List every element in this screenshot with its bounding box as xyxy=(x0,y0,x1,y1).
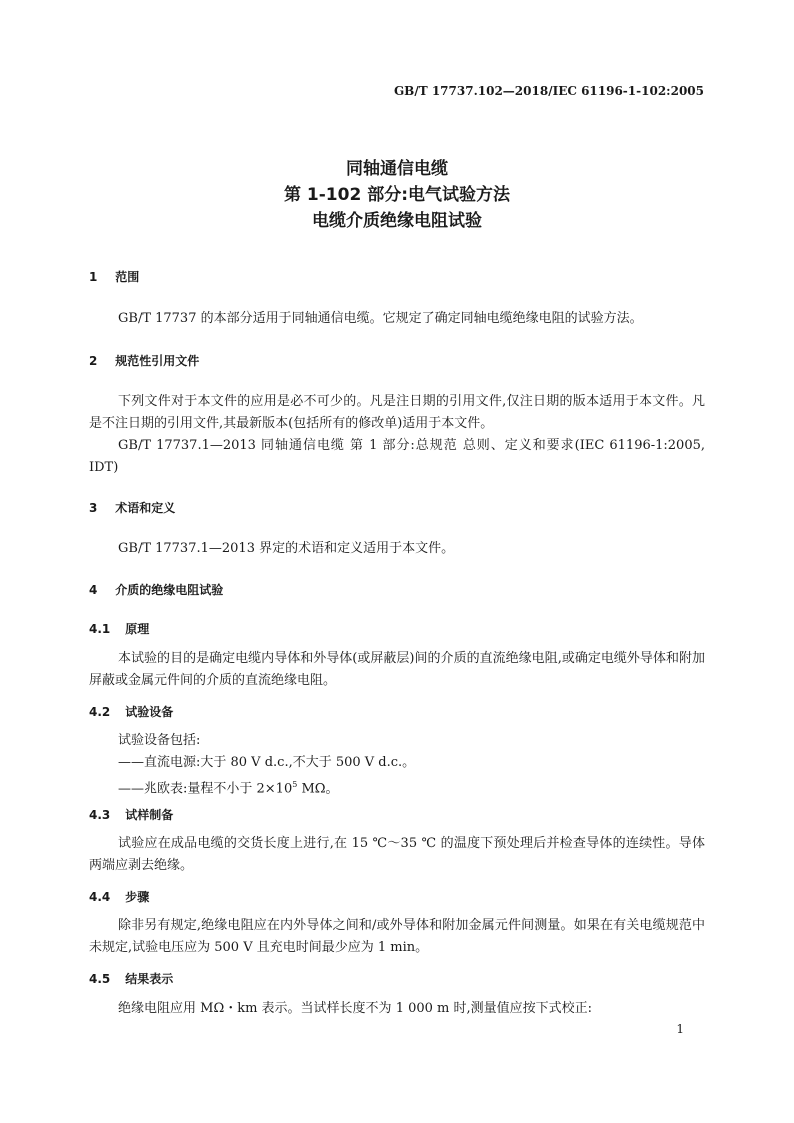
section-title: 范围 xyxy=(115,270,140,284)
section-2-body xyxy=(89,391,705,479)
equipment-item-dc-source: ——直流电源:大于 80 V d.c.,不大于 500 V d.c.。 xyxy=(118,755,416,770)
paragraph: 下列文件对于本文件的应用是必不可少的。凡是注日期的引用文件,仅注日期的版本适用于本文件。凡是不注日期的引用文件,其最新版本(包括所有的修改单)适用于本文件。 xyxy=(89,394,705,431)
section-number: 3 xyxy=(89,501,98,515)
equipment-item-unit: MΩ。 xyxy=(297,781,339,797)
exponent: 5 xyxy=(292,780,298,789)
paragraph: 除非另有规定,绝缘电阻应在内外导体之间和/或外导体和附加金属元件间测量。如果在有关电缆规范中未规定,试验电压应为 500 V 且充电时间最少应为 1 min。 xyxy=(89,918,705,955)
paragraph: 本试验的目的是确定电缆内导体和外导体(或屏蔽层)间的介质的直流绝缘电阻,或确定电缆外导体和附加屏蔽或金属元件间的介质的直流绝缘电阻。 xyxy=(89,651,705,688)
section-4-5-body xyxy=(89,998,705,1020)
standard-code: GB/T 17737.102—2018/IEC 61196-1-102:2005 xyxy=(393,84,704,98)
section-4-3-heading xyxy=(89,806,173,823)
section-4-5-heading xyxy=(89,970,173,987)
section-number: 4.5 xyxy=(89,972,111,986)
section-number: 4.3 xyxy=(89,808,111,822)
section-4-3-body xyxy=(89,833,705,877)
section-3-heading xyxy=(89,499,175,516)
section-1-body xyxy=(89,308,705,330)
section-title: 规范性引用文件 xyxy=(115,354,200,368)
section-4-heading xyxy=(89,581,223,598)
equipment-item-megohmmeter xyxy=(89,774,705,800)
section-number: 4.4 xyxy=(89,890,111,904)
section-title: 试验设备 xyxy=(125,705,174,719)
document-title-line-2: 第 1-102 部分:电气试验方法 xyxy=(283,185,510,205)
section-4-1-body xyxy=(89,648,705,692)
section-2-heading xyxy=(89,352,199,369)
normative-reference: GB/T 17737.1—2013 同轴通信电缆 第 1 部分:总规范 总则、定义和要求(IEC 61196-1:2005, IDT) xyxy=(89,438,705,475)
equipment-item-text: ——兆欧表:量程不小于 2×10 xyxy=(118,781,293,797)
section-3-body xyxy=(89,538,705,560)
paragraph: GB/T 17737 的本部分适用于同轴通信电缆。它规定了确定同轴电缆绝缘电阻的试验方法。 xyxy=(118,311,643,326)
section-4-2-heading xyxy=(89,703,173,720)
section-number: 4 xyxy=(89,583,98,597)
section-title: 结果表示 xyxy=(125,972,174,986)
page-number: 1 xyxy=(676,1022,684,1036)
section-title: 术语和定义 xyxy=(115,501,176,515)
section-4-4-heading xyxy=(89,888,149,905)
section-title: 试样制备 xyxy=(125,808,174,822)
paragraph: 试验应在成品电缆的交货长度上进行,在 15 ℃～35 ℃ 的温度下预处理后并检查导体的连续性。导体两端应剥去绝缘。 xyxy=(89,836,705,873)
section-4-2-body xyxy=(89,730,705,800)
section-number: 4.2 xyxy=(89,705,111,719)
section-title: 介质的绝缘电阻试验 xyxy=(115,583,224,597)
document-title-line-3: 电缆介质绝缘电阻试验 xyxy=(312,211,482,231)
section-number: 2 xyxy=(89,354,98,368)
section-number: 1 xyxy=(89,270,98,284)
equipment-intro: 试验设备包括: xyxy=(118,733,201,748)
section-title: 步骤 xyxy=(125,890,150,904)
paragraph: GB/T 17737.1—2013 界定的术语和定义适用于本文件。 xyxy=(118,541,455,556)
section-4-1-heading xyxy=(89,620,149,637)
section-title: 原理 xyxy=(125,622,150,636)
paragraph: 绝缘电阻应用 MΩ・km 表示。当试样长度不为 1 000 m 时,测量值应按下式校正: xyxy=(118,1001,593,1016)
section-1-heading xyxy=(89,268,139,285)
section-4-4-body xyxy=(89,915,705,959)
section-number: 4.1 xyxy=(89,622,111,636)
document-title-line-1: 同轴通信电缆 xyxy=(346,159,448,179)
